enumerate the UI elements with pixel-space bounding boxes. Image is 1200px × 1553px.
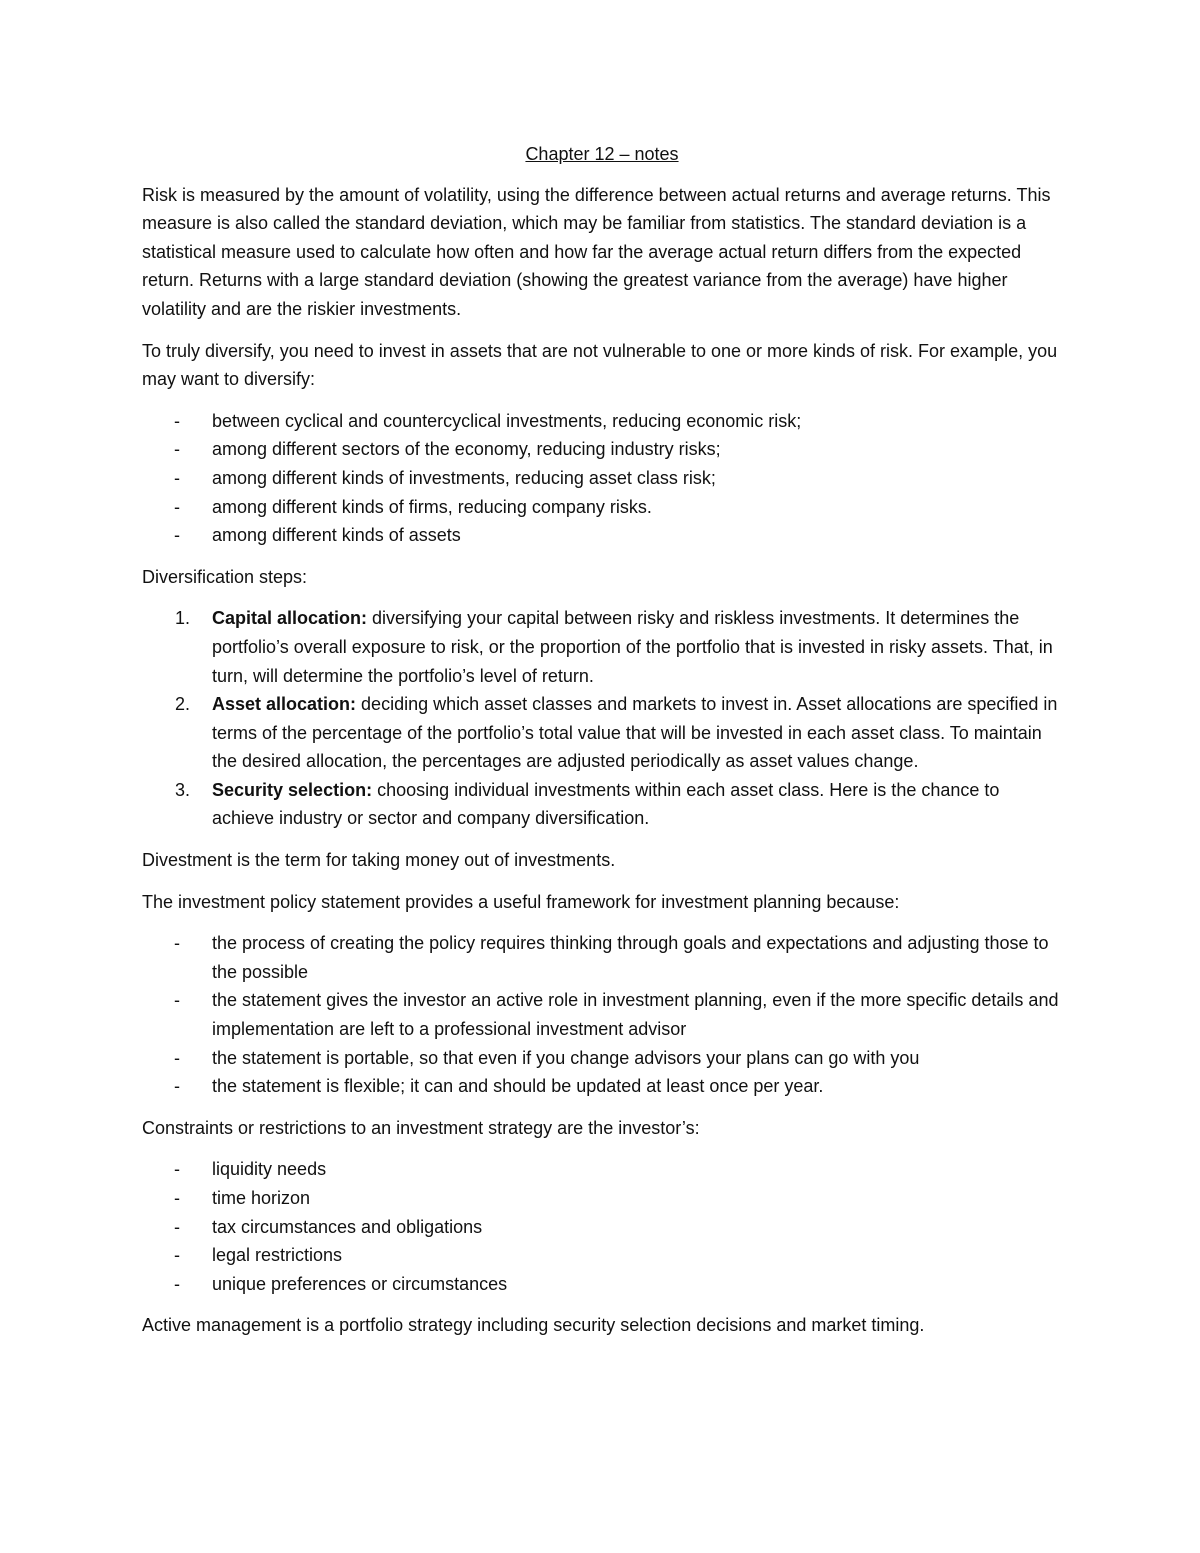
list-item-text: among different sectors of the economy, reducing industry risks; — [212, 439, 721, 460]
step-text: choosing individual investments within each asset class. Here is the chance to achieve industry or sector and company diversification. — [212, 779, 1000, 829]
paragraph-diversify: To truly diversify, you need to invest in assets that are not vulnerable to one or more kinds of risk. For example, you may want to diversify: — [142, 340, 1058, 390]
dash-bullet: - — [174, 990, 180, 1011]
list-item-text: among different kinds of investments, reducing asset class risk; — [212, 467, 716, 488]
list-item — [142, 1184, 1062, 1213]
dash-bullet: - — [174, 933, 180, 954]
step-number: 1. — [175, 608, 191, 629]
list-item-text: unique preferences or circumstances — [212, 1273, 508, 1294]
paragraph-risk: Risk is measured by the amount of volatility, using the difference between actual returns and average returns. This measure is also called the standard deviation, which may be familiar from statistics. The standard deviation is a statistical measure used to calculate how often and how far the average actual return differs from the expected return. Returns with a large standard deviation (showing the greatest variance from the average) have higher volatility and are the riskier investments. — [142, 184, 1051, 319]
list-item-text: time horizon — [212, 1188, 311, 1208]
list-item — [142, 986, 1062, 1043]
step-item — [142, 776, 1062, 833]
paragraph-constraints: Constraints or restrictions to an investment strategy are the investor’s: — [142, 1117, 700, 1138]
dash-bullet: - — [174, 496, 180, 517]
list-item-text: between cyclical and countercyclical investments, reducing economic risk; — [212, 410, 802, 431]
list-item-text: liquidity needs — [212, 1159, 327, 1180]
steps-list — [142, 604, 1062, 833]
document-page — [142, 140, 1062, 1353]
diversify-list — [142, 407, 1062, 550]
paragraph-divestment: Divestment is the term for taking money out of investments. — [142, 850, 616, 871]
dash-bullet: - — [174, 1245, 180, 1266]
step-term: Security selection: — [212, 779, 373, 800]
dash-bullet: - — [174, 1216, 180, 1237]
list-item — [142, 521, 1062, 550]
dash-bullet: - — [174, 1273, 180, 1294]
paragraph-steps-heading: Diversification steps: — [142, 566, 308, 587]
dash-bullet: - — [174, 1159, 180, 1180]
page-title: Chapter 12 – notes — [525, 144, 679, 164]
dash-bullet: - — [174, 1076, 180, 1097]
list-item-text: among different kinds of firms, reducing company risks. — [212, 496, 652, 517]
dash-bullet: - — [174, 1047, 180, 1068]
list-item — [142, 464, 1062, 493]
constraints-list — [142, 1155, 1062, 1298]
dash-bullet: - — [174, 467, 180, 488]
list-item-text: the statement is flexible; it can and should be updated at least once per year. — [212, 1076, 824, 1097]
list-item-text: tax circumstances and obligations — [212, 1216, 483, 1237]
list-item — [142, 493, 1062, 522]
step-number: 3. — [175, 779, 191, 800]
policy-list — [142, 929, 1062, 1101]
dash-bullet: - — [174, 525, 180, 546]
dash-bullet: - — [174, 439, 180, 460]
step-term: Asset allocation: — [212, 694, 357, 715]
dash-bullet: - — [174, 410, 180, 431]
paragraph-policy: The investment policy statement provides a useful framework for investment planning because: — [142, 891, 900, 912]
list-item — [142, 1270, 1062, 1299]
paragraph-active: Active management is a portfolio strategy including security selection decisions and market timing. — [142, 1315, 925, 1336]
list-item-text: among different kinds of assets — [212, 525, 461, 546]
list-item — [142, 407, 1062, 436]
list-item-text: the statement is portable, so that even if you change advisors your plans can go with you — [212, 1047, 920, 1068]
list-item-text: the process of creating the policy requires thinking through goals and expectations and adjusting those to the possible — [212, 933, 1049, 982]
step-term: Capital allocation: — [212, 608, 368, 629]
step-text: deciding which asset classes and markets to invest in. Asset allocations are specified in terms of the percentage of the portfolio’s total value that will be invested in each asset class. To maintain the desired allocation, the percentages are adjusted periodically as asset values change. — [212, 694, 1058, 772]
list-item — [142, 1241, 1062, 1270]
list-item — [142, 1072, 1062, 1101]
list-item-text: legal restrictions — [212, 1245, 343, 1266]
step-number: 2. — [175, 694, 191, 715]
step-item — [142, 604, 1062, 690]
step-item — [142, 690, 1062, 776]
list-item-text: the statement gives the investor an active role in investment planning, even if the more specific details and implementation are left to a professional investment advisor — [212, 990, 1059, 1040]
list-item — [142, 1213, 1062, 1242]
dash-bullet: - — [174, 1188, 180, 1208]
list-item — [142, 1155, 1062, 1184]
step-text: diversifying your capital between risky and riskless investments. It determines the portfolio’s overall exposure to risk, or the proportion of the portfolio that is invested in risky assets. That, in turn, will determine the portfolio’s level of return. — [212, 608, 1053, 686]
list-item — [142, 929, 1062, 986]
list-item — [142, 1044, 1062, 1073]
list-item — [142, 435, 1062, 464]
